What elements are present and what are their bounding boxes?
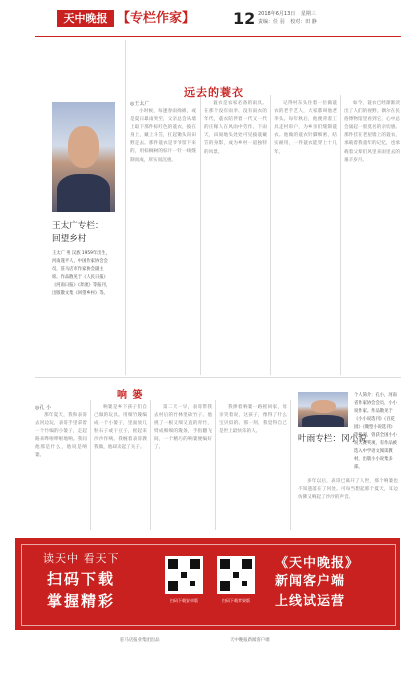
bottom-article-paragraph: 多年以后，表哥已离开了人世，那个响篓也不知遗落在了何处。可每当想起那个夏天，耳边仿佛又响起了沙沙的声音。 [298, 479, 398, 501]
top-article-paragraph: 如今，蓑衣已经渐渐淡出了人们的视野。偶尔在民俗博物馆里看到它，心中总会涌起一股莫名的亲切感。那件挂在老屋墙上的蓑衣，承载着我童年的记忆，也承载着父辈们风里来雨里去的艰辛岁月。 [344, 101, 400, 163]
ad-brand: 上线试运营 [275, 594, 346, 609]
ad-slogan: 读天中 看天下 [43, 552, 120, 565]
ad-headline: 掌握精彩 [47, 592, 116, 610]
qr-code[interactable] [165, 556, 203, 594]
author-column-name: 叶雨专栏：冈小说 [298, 434, 367, 444]
author-name: 王太广专栏： [52, 221, 104, 231]
author-column-name [52, 220, 112, 246]
bottom-article-paragraph: 那年夏天，我和表哥去河边玩，表哥手里拿着一个竹编的小篓子，走起路来哗啦哗啦地响。我问他那是什么，他说是响篓。 [35, 413, 87, 459]
ad-brand: 《天中晚报》 [275, 556, 360, 571]
page-number: 12 [233, 9, 256, 28]
editor-credit: 责编：任 羽 [258, 19, 285, 25]
issue-weekday: 星期三 [300, 11, 316, 17]
app-download-ad[interactable] [15, 538, 400, 630]
section-divider [35, 377, 401, 378]
column-title: 回望乡村 [52, 234, 87, 244]
ad-brand: 新闻客户端 [275, 574, 346, 589]
column-divider [340, 95, 341, 375]
column-divider [125, 40, 126, 375]
column-divider [270, 95, 271, 375]
column-divider [215, 400, 216, 530]
bottom-article-paragraph: 响篓是乡下孩子们自己做的玩具。用细竹篾编成一个小篓子，里面放几粒石子或干豆子，摇起来沙沙作响。我缠着表哥教我做，他却卖起了关子。 [94, 405, 147, 451]
bottom-article-paragraph: 第二天一早，表哥带我去村后的竹林里砍竹子。他挑了一根又细又直的青竹，劈成细细的篾条，手指翻飞间，一个精巧的响篓便编好了。 [154, 405, 212, 451]
footer-left: 驻马店报业集团出品 [120, 638, 160, 643]
section-title: 【专栏作家】 [117, 11, 196, 26]
footer-right: 天中晚报新闻客户端 [230, 638, 270, 643]
column-divider [290, 400, 291, 530]
author-bio: 个人简介：孔小，河南省作家协会会员，小小说作家。作品散见于《小小说选刊》《百花园》《微型小说选刊》等报刊，曾获全国小小说大赛奖项，有作品被选入中学语文阅读教材，出版小小说集多部。 [354, 393, 397, 470]
issue-date: 2018年6月13日 [258, 11, 296, 17]
newspaper-logo: 天中晚报 [57, 10, 114, 27]
qr-code-label: 扫码下载安卓版 [170, 598, 198, 603]
author-portrait [298, 392, 348, 427]
top-article-title: 远去的蓑衣 [184, 86, 244, 99]
top-article-paragraph: 记得村东头住着一位做蓑衣的老手艺人，大家都叫他老李头。每年秋后，他便背着工具走村串户，为乡亲们缝制蓑衣。他做的蓑衣针脚细密，结实耐用，一件蓑衣能穿上十几年。 [274, 101, 337, 155]
bottom-article-title: 响 篓 [117, 390, 144, 401]
proof-credit: 校对：田 静 [290, 19, 317, 25]
column-divider [150, 400, 151, 530]
column-divider [200, 95, 201, 375]
qr-code-label: 扫码下载苹果版 [222, 598, 250, 603]
top-article-byline: ◎王太广 [130, 101, 150, 107]
top-article-paragraph: 小时候，每逢春雨绵绵，或是夏日暴雨突至，父亲总会从墙上取下那件棕红色的蓑衣，披在身上，戴上斗笠，扛起锄头向田野走去。那件蓑衣是爷爷留下来的，用棕榈树的棕片一针一线缝制而成，厚实而沉重。 [130, 109, 196, 163]
author-portrait [52, 102, 115, 212]
bottom-article-paragraph: 我捧着响篓一路摇回家，母亲笑着说，这孩子，像得了什么宝贝似的。那一刻，我觉得自己是世上最快乐的人。 [219, 405, 287, 435]
qr-code[interactable] [217, 556, 255, 594]
masthead-info [258, 10, 338, 26]
author-bio: 王太广 男 汉族 1959年出生，河南遂平人，中国作家协会会员，驻马店市作家协会副主席。作品散见于《人民日报》《河南日报》《奔流》等报刊，出版散文集《回望乡村》等。 [52, 251, 111, 296]
top-article-paragraph: 蓑衣是农家必备的雨具。在那个没有雨伞、没有雨衣的年代，蓑衣陪伴着一代又一代的庄稼人在风雨中劳作。下雨天，田间地头处处可见披蓑戴笠的身影，成为乡村一道独特的风景。 [204, 101, 267, 155]
column-divider [90, 400, 91, 530]
ad-headline: 扫码下载 [47, 570, 116, 588]
bottom-article-byline: ◎孔 小 [35, 405, 51, 411]
